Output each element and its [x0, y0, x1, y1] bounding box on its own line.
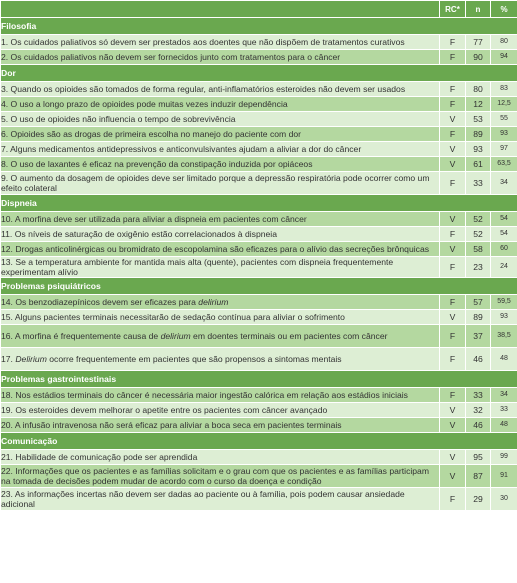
percent-cell: 63,5 — [491, 157, 517, 172]
statement-text-post: ocorre frequentemente em pacientes que são propensos a sintomas mentais — [46, 354, 342, 364]
correct-answer-cell: F — [440, 257, 466, 278]
statement-text — [1, 295, 440, 310]
count-cell: 90 — [466, 50, 491, 65]
percent-cell: 55 — [491, 112, 517, 127]
correct-answer-cell: V — [440, 112, 466, 127]
statement-text: 13. Se a temperatura ambiente for mantida mais alta (quente), pacientes com dispneia frequentemente experimentam alívio — [1, 257, 440, 278]
statement-text: 2. Os cuidados paliativos não devem ser fornecidos junto com tratamentos para o câncer — [1, 50, 440, 65]
percent-cell: 93 — [491, 127, 517, 142]
percent-cell: 94 — [491, 50, 517, 65]
correct-answer-cell: V — [440, 403, 466, 418]
statement-text-post: em doentes terminais ou em pacientes com câncer — [190, 331, 388, 341]
percent-cell: 34 — [491, 172, 517, 195]
correct-answer-cell: V — [440, 310, 466, 325]
percent-cell: 59,5 — [491, 295, 517, 310]
count-cell: 58 — [466, 242, 491, 257]
statement-text: 18. Nos estádios terminais do câncer é necessária maior ingestão calórica em relação aos estádios iniciais — [1, 388, 440, 403]
statement-text: 9. O aumento da dosagem de opioides deve ser limitado porque a depressão respiratória pode ocorrer como um efeito colateral — [1, 172, 440, 195]
table-row — [1, 418, 517, 433]
table-row — [1, 212, 517, 227]
table-header — [1, 1, 517, 18]
table-row — [1, 488, 517, 511]
correct-answer-cell: F — [440, 35, 466, 50]
percent-cell: 54 — [491, 212, 517, 227]
percent-cell: 34 — [491, 388, 517, 403]
percent-cell: 33 — [491, 403, 517, 418]
statement-text: 5. O uso de opioides não influencia o tempo de sobrevivência — [1, 112, 440, 127]
count-cell: 33 — [466, 172, 491, 195]
table-row — [1, 388, 517, 403]
statement-text-italic: Delirium — [15, 354, 47, 364]
percent-cell: 24 — [491, 257, 517, 278]
percent-cell: 97 — [491, 142, 517, 157]
count-cell: 95 — [466, 450, 491, 465]
header-pct: % — [491, 1, 517, 18]
table-row — [1, 403, 517, 418]
section-header — [1, 278, 517, 295]
header-rc: RC* — [440, 1, 466, 18]
table-row — [1, 50, 517, 65]
count-cell: 61 — [466, 157, 491, 172]
statement-text — [1, 348, 440, 371]
percent-cell: 80 — [491, 35, 517, 50]
correct-answer-cell: V — [440, 157, 466, 172]
correct-answer-cell: V — [440, 212, 466, 227]
statement-text: 21. Habilidade de comunicação pode ser aprendida — [1, 450, 440, 465]
correct-answer-cell: F — [440, 488, 466, 511]
statement-text: 6. Opioides são as drogas de primeira escolha no manejo do paciente com dor — [1, 127, 440, 142]
table-row — [1, 127, 517, 142]
correct-answer-cell: F — [440, 172, 466, 195]
count-cell: 57 — [466, 295, 491, 310]
statement-text-italic: delirium — [198, 297, 229, 307]
count-cell: 89 — [466, 127, 491, 142]
percent-cell: 91 — [491, 465, 517, 488]
count-cell: 52 — [466, 212, 491, 227]
percent-cell: 83 — [491, 82, 517, 97]
statement-text: 8. O uso de laxantes é eficaz na prevenção da constipação induzida por opiáceos — [1, 157, 440, 172]
statement-text — [1, 325, 440, 348]
percent-cell: 99 — [491, 450, 517, 465]
statement-text: 19. Os esteroides devem melhorar o apetite entre os pacientes com câncer avançado — [1, 403, 440, 418]
correct-answer-cell: F — [440, 97, 466, 112]
section-header — [1, 371, 517, 388]
percent-cell: 48 — [491, 348, 517, 371]
correct-answer-cell: F — [440, 50, 466, 65]
statement-text: 10. A morfina deve ser utilizada para aliviar a dispneia em pacientes com câncer — [1, 212, 440, 227]
section-header — [1, 195, 517, 212]
statement-text-pre: 16. A morfina é frequentemente causa de — [1, 331, 161, 341]
count-cell: 80 — [466, 82, 491, 97]
count-cell: 12 — [466, 97, 491, 112]
count-cell: 29 — [466, 488, 491, 511]
section-header — [1, 433, 517, 450]
table-row — [1, 242, 517, 257]
correct-answer-cell: F — [440, 348, 466, 371]
count-cell: 32 — [466, 403, 491, 418]
count-cell: 93 — [466, 142, 491, 157]
correct-answer-cell: F — [440, 227, 466, 242]
table-row — [1, 310, 517, 325]
header-n: n — [466, 1, 491, 18]
table-row — [1, 97, 517, 112]
percent-cell: 93 — [491, 310, 517, 325]
correct-answer-cell: V — [440, 242, 466, 257]
count-cell: 33 — [466, 388, 491, 403]
header-item — [1, 1, 440, 18]
correct-answer-cell: V — [440, 450, 466, 465]
table-row — [1, 172, 517, 195]
statement-text: 11. Os níveis de saturação de oxigênio estão correlacionados à dispneia — [1, 227, 440, 242]
count-cell: 52 — [466, 227, 491, 242]
table-row — [1, 325, 517, 348]
table-row — [1, 82, 517, 97]
statement-text-italic: delirium — [160, 331, 191, 341]
count-cell: 23 — [466, 257, 491, 278]
percent-cell: 54 — [491, 227, 517, 242]
count-cell: 87 — [466, 465, 491, 488]
percent-cell: 30 — [491, 488, 517, 511]
count-cell: 77 — [466, 35, 491, 50]
statement-text: 1. Os cuidados paliativos só devem ser prestados aos doentes que não dispõem de tratamentos curativos — [1, 35, 440, 50]
table-row — [1, 450, 517, 465]
percent-cell: 12,5 — [491, 97, 517, 112]
table-row — [1, 295, 517, 310]
percent-cell: 60 — [491, 242, 517, 257]
table-row — [1, 112, 517, 127]
table-row — [1, 157, 517, 172]
statement-text: 12. Drogas anticolinérgicas ou bromidrato de escopolamina são eficazes para o alívio das secreções brônquicas — [1, 242, 440, 257]
table-row — [1, 465, 517, 488]
correct-answer-cell: F — [440, 295, 466, 310]
count-cell: 46 — [466, 418, 491, 433]
count-cell: 53 — [466, 112, 491, 127]
percent-cell: 38,5 — [491, 325, 517, 348]
statement-text-pre: 17. — [1, 354, 16, 364]
section-title: Dor — [1, 65, 517, 82]
statement-text: 7. Alguns medicamentos antidepressivos e anticonvulsivantes ajudam a aliviar a dor do câncer — [1, 142, 440, 157]
count-cell: 37 — [466, 325, 491, 348]
section-title: Problemas gastrointestinais — [1, 371, 517, 388]
table-row — [1, 227, 517, 242]
table-row — [1, 142, 517, 157]
table-row — [1, 348, 517, 371]
statement-text-pre: 14. Os benzodiazepínicos devem ser eficazes para — [1, 297, 199, 307]
section-header — [1, 65, 517, 82]
percent-cell: 48 — [491, 418, 517, 433]
correct-answer-cell: F — [440, 82, 466, 97]
section-header — [1, 18, 517, 35]
statement-text: 3. Quando os opioides são tomados de forma regular, anti-inflamatórios esteroides não devem ser usados — [1, 82, 440, 97]
statement-text: 22. Informações que os pacientes e as famílias solicitam e o grau com que os pacientes e as famílias participam na tomada de decisões podem mudar de acordo com o curso da doença e condição — [1, 465, 440, 488]
section-title: Comunicação — [1, 433, 517, 450]
correct-answer-cell: F — [440, 325, 466, 348]
correct-answer-cell: V — [440, 465, 466, 488]
count-cell: 46 — [466, 348, 491, 371]
table-row — [1, 35, 517, 50]
statement-text: 4. O uso a longo prazo de opioides pode muitas vezes induzir dependência — [1, 97, 440, 112]
correct-answer-cell: V — [440, 418, 466, 433]
correct-answer-cell: F — [440, 388, 466, 403]
section-title: Dispneia — [1, 195, 517, 212]
correct-answer-cell: F — [440, 127, 466, 142]
correct-answer-cell: V — [440, 142, 466, 157]
count-cell: 89 — [466, 310, 491, 325]
statement-text: 23. As informações incertas não devem ser dadas ao paciente ou à família, pois podem causar ansiedade adicional — [1, 488, 440, 511]
table-row — [1, 257, 517, 278]
section-title: Filosofia — [1, 18, 517, 35]
statement-text: 15. Alguns pacientes terminais necessitarão de sedação contínua para aliviar o sofrimento — [1, 310, 440, 325]
statement-text: 20. A infusão intravenosa não será eficaz para aliviar a boca seca em pacientes terminais — [1, 418, 440, 433]
section-title: Problemas psiquiátricos — [1, 278, 517, 295]
